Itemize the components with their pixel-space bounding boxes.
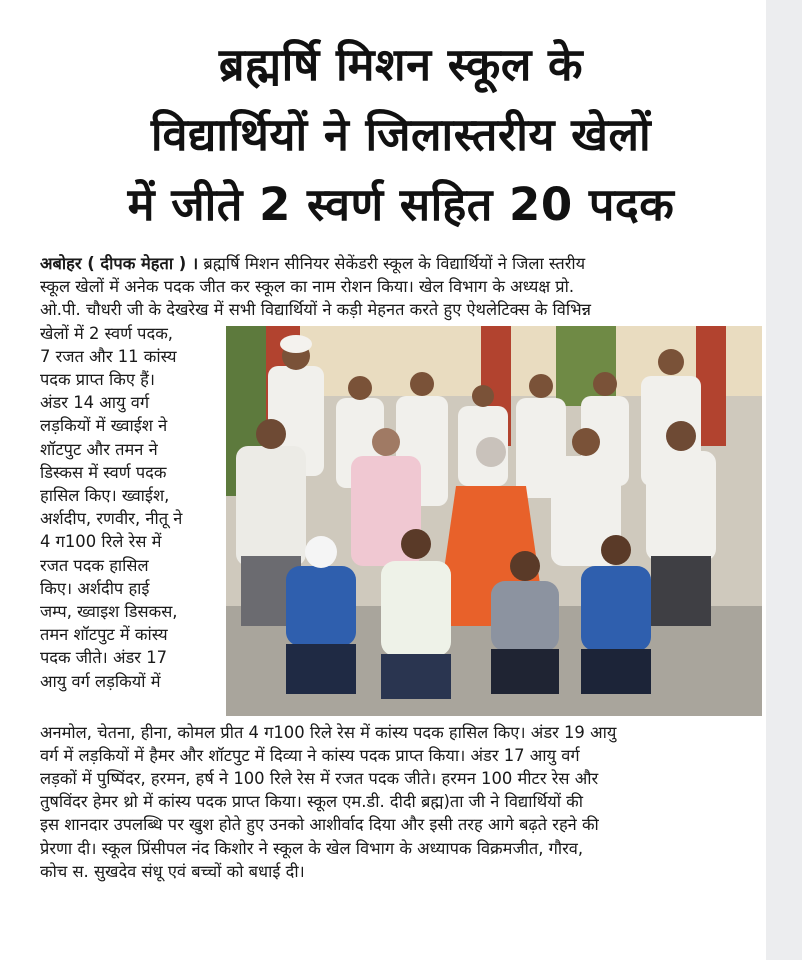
byline: अबोहर ( दीपक मेहता ) ।: [40, 254, 199, 273]
headline: [40, 30, 762, 240]
tail-line: इस शानदार उपलब्धि पर खुश होते हुए उनको आशीर्वाद दिया और इसी तरह आगे बढ़ते रहने की: [40, 815, 599, 835]
column-line: खेलों में 2 स्वर्ण पदक,: [40, 323, 173, 343]
column-line: अंडर 14 आयु वर्ग: [40, 393, 150, 413]
lead-line-2: स्कूल खेलों में अनेक पदक जीत कर स्कूल का नाम रोशन किया। खेल विभाग के अध्यक्ष प्रो.: [40, 277, 575, 297]
column-line: शॉटपुट और तमन ने: [40, 439, 158, 459]
column-line: जम्प, ख्वाइश डिसकस,: [40, 602, 178, 622]
column-line: 4 ग100 रिले रेस में: [40, 532, 162, 552]
headline-line-1: ब्रह्मर्षि मिशन स्कूल के: [218, 38, 584, 91]
lead-line-3: ओ.पी. चौधरी जी के देखरेख में सभी विद्यार्थियों ने कड़ी मेहनत करते हुए ऐथलेटिक्स के विभिन्न: [40, 300, 592, 320]
headline-line-3: में जीते 2 स्वर्ण सहित 20 पदक: [127, 178, 675, 231]
tail-line: लड़कों में पुष्पिंदर, हरमन, हर्ष ने 100 रिले रेस में रजत पदक जीते। हरमन 100 मीटर रेस और: [40, 769, 599, 789]
article-body: [40, 252, 762, 883]
text-photo-block: [40, 322, 762, 721]
column-line: रजत पदक हासिल: [40, 555, 149, 575]
column-line: पदक जीते। अंडर 17: [40, 648, 168, 668]
column-line: लड़कियों में ख्वाईश ने: [40, 416, 168, 436]
column-line: तमन शॉटपुट में कांस्य: [40, 625, 168, 645]
group-photo: [226, 326, 762, 716]
news-article: [40, 30, 762, 883]
headline-line-2: विद्यार्थियों ने जिलास्तरीय खेलों: [150, 108, 652, 161]
tail-line: प्रेरणा दी। स्कूल प्रिंसीपल नंद किशोर ने स्कूल के खेल विभाग के अध्यापक विक्रमजीत, गौरव,: [40, 838, 584, 858]
column-line: आयु वर्ग लड़कियों में: [40, 671, 161, 691]
column-line: डिस्कस में स्वर्ण पदक: [40, 462, 167, 482]
column-line: 7 रजत और 11 कांस्य: [40, 346, 177, 366]
tail-line: वर्ग में लड़कियों में हैमर और शॉटपुट में दिव्या ने कांस्य पदक प्राप्त किया। अंडर 17 आयु वर्ग: [40, 745, 580, 765]
page-margin-strip: [766, 0, 802, 960]
tail-line: अनमोल, चेतना, हीना, कोमल प्रीत 4 ग100 रिले रेस में कांस्य पदक हासिल किए। अंडर 19 आयु: [40, 722, 617, 742]
tail-line: तुषविंदर हेमर थ्रो में कांस्य पदक प्राप्त किया। स्कूल एम.डी. दीदी ब्रह्म)ता जी ने विद्यार्थियों की: [40, 792, 584, 812]
tail-paragraph: [40, 721, 762, 883]
column-line: हासिल किए। ख्वाईश,: [40, 486, 170, 506]
column-line: अर्शदीप, रणवीर, नीतू ने: [40, 509, 183, 529]
column-line: किए। अर्शदीप हाई: [40, 578, 150, 598]
narrow-column: [40, 322, 218, 693]
column-line: पदक प्राप्त किए हैं।: [40, 370, 156, 390]
lead-text-1: ब्रह्मर्षि मिशन सीनियर सेकेंडरी स्कूल के विद्यार्थियों ने जिला स्तरीय: [203, 254, 586, 273]
tail-line: कोच स. सुखदेव संधू एवं बच्चों को बधाई दी।: [40, 861, 305, 881]
lead-line-1: [40, 252, 762, 275]
